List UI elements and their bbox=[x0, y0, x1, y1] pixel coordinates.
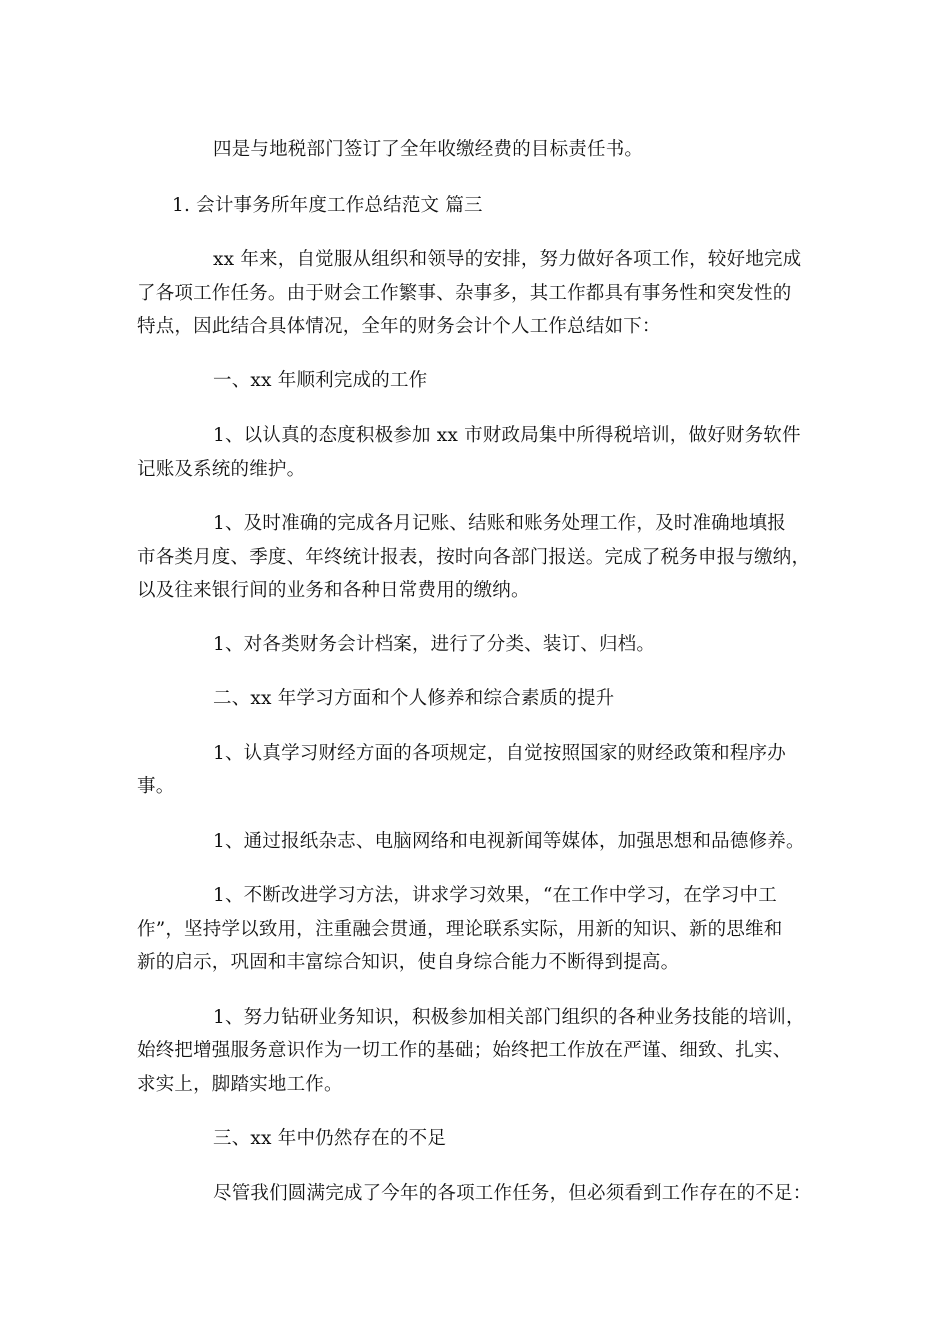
paragraph-line: 四是与地税部门签订了全年收缴经费的目标责任书。 bbox=[213, 139, 644, 160]
paragraph-line: 记账及系统的维护。 bbox=[137, 459, 306, 480]
paragraph-line: 1、以认真的态度积极参加 xx 市财政局集中所得税培训，做好财务软件 bbox=[213, 425, 801, 446]
section-heading: 一、xx 年顺利完成的工作 bbox=[213, 370, 428, 391]
paragraph-line: 新的启示，巩固和丰富综合知识，使自身综合能力不断得到提高。 bbox=[137, 952, 680, 973]
paragraph-line: 1、通过报纸杂志、电脑网络和电视新闻等媒体，加强思想和品德修养。 bbox=[213, 831, 805, 852]
paragraph-line: 1、努力钻研业务知识，积极参加相关部门组织的各种业务技能的培训， bbox=[213, 1007, 805, 1028]
paragraph-line: 作”，坚持学以致用，注重融会贯通，理论联系实际，用新的知识、新的思维和 bbox=[137, 919, 783, 940]
paragraph-line: 以及往来银行间的业务和各种日常费用的缴纳。 bbox=[137, 580, 530, 601]
paragraph-line: 1、认真学习财经方面的各项规定，自觉按照国家的财经政策和程序办 bbox=[213, 743, 786, 764]
section-heading: 三、xx 年中仍然存在的不足 bbox=[213, 1128, 447, 1149]
paragraph-line: 1、及时准确的完成各月记账、结账和账务处理工作，及时准确地填报 bbox=[213, 513, 786, 534]
paragraph-line: xx 年来，自觉服从组织和领导的安排，努力做好各项工作，较好地完成 bbox=[213, 249, 802, 270]
paragraph-line: 特点，因此结合具体情况，全年的财务会计个人工作总结如下： bbox=[137, 316, 661, 337]
paragraph-line: 始终把增强服务意识作为一切工作的基础；始终把工作放在严谨、细致、扎实、 bbox=[137, 1040, 792, 1061]
section-heading: 二、xx 年学习方面和个人修养和综合素质的提升 bbox=[213, 688, 615, 709]
paragraph-line: 事。 bbox=[137, 776, 175, 797]
paragraph-line: 市各类月度、季度、年终统计报表，按时向各部门报送。完成了税务申报与缴纳， bbox=[137, 547, 811, 568]
section-heading: 1. 会计事务所年度工作总结范文 篇三 bbox=[172, 195, 483, 216]
paragraph-line: 1、不断改进学习方法，讲求学习效果，“在工作中学习，在学习中工 bbox=[213, 885, 777, 906]
paragraph-line: 了各项工作任务。由于财会工作繁事、杂事多，其工作都具有事务性和突发性的 bbox=[137, 283, 792, 304]
paragraph-line: 1、对各类财务会计档案，进行了分类、装订、归档。 bbox=[213, 634, 656, 655]
paragraph-line: 求实上，脚踏实地工作。 bbox=[137, 1074, 343, 1095]
paragraph-line: 尽管我们圆满完成了今年的各项工作任务，但必须看到工作存在的不足： bbox=[213, 1183, 812, 1204]
